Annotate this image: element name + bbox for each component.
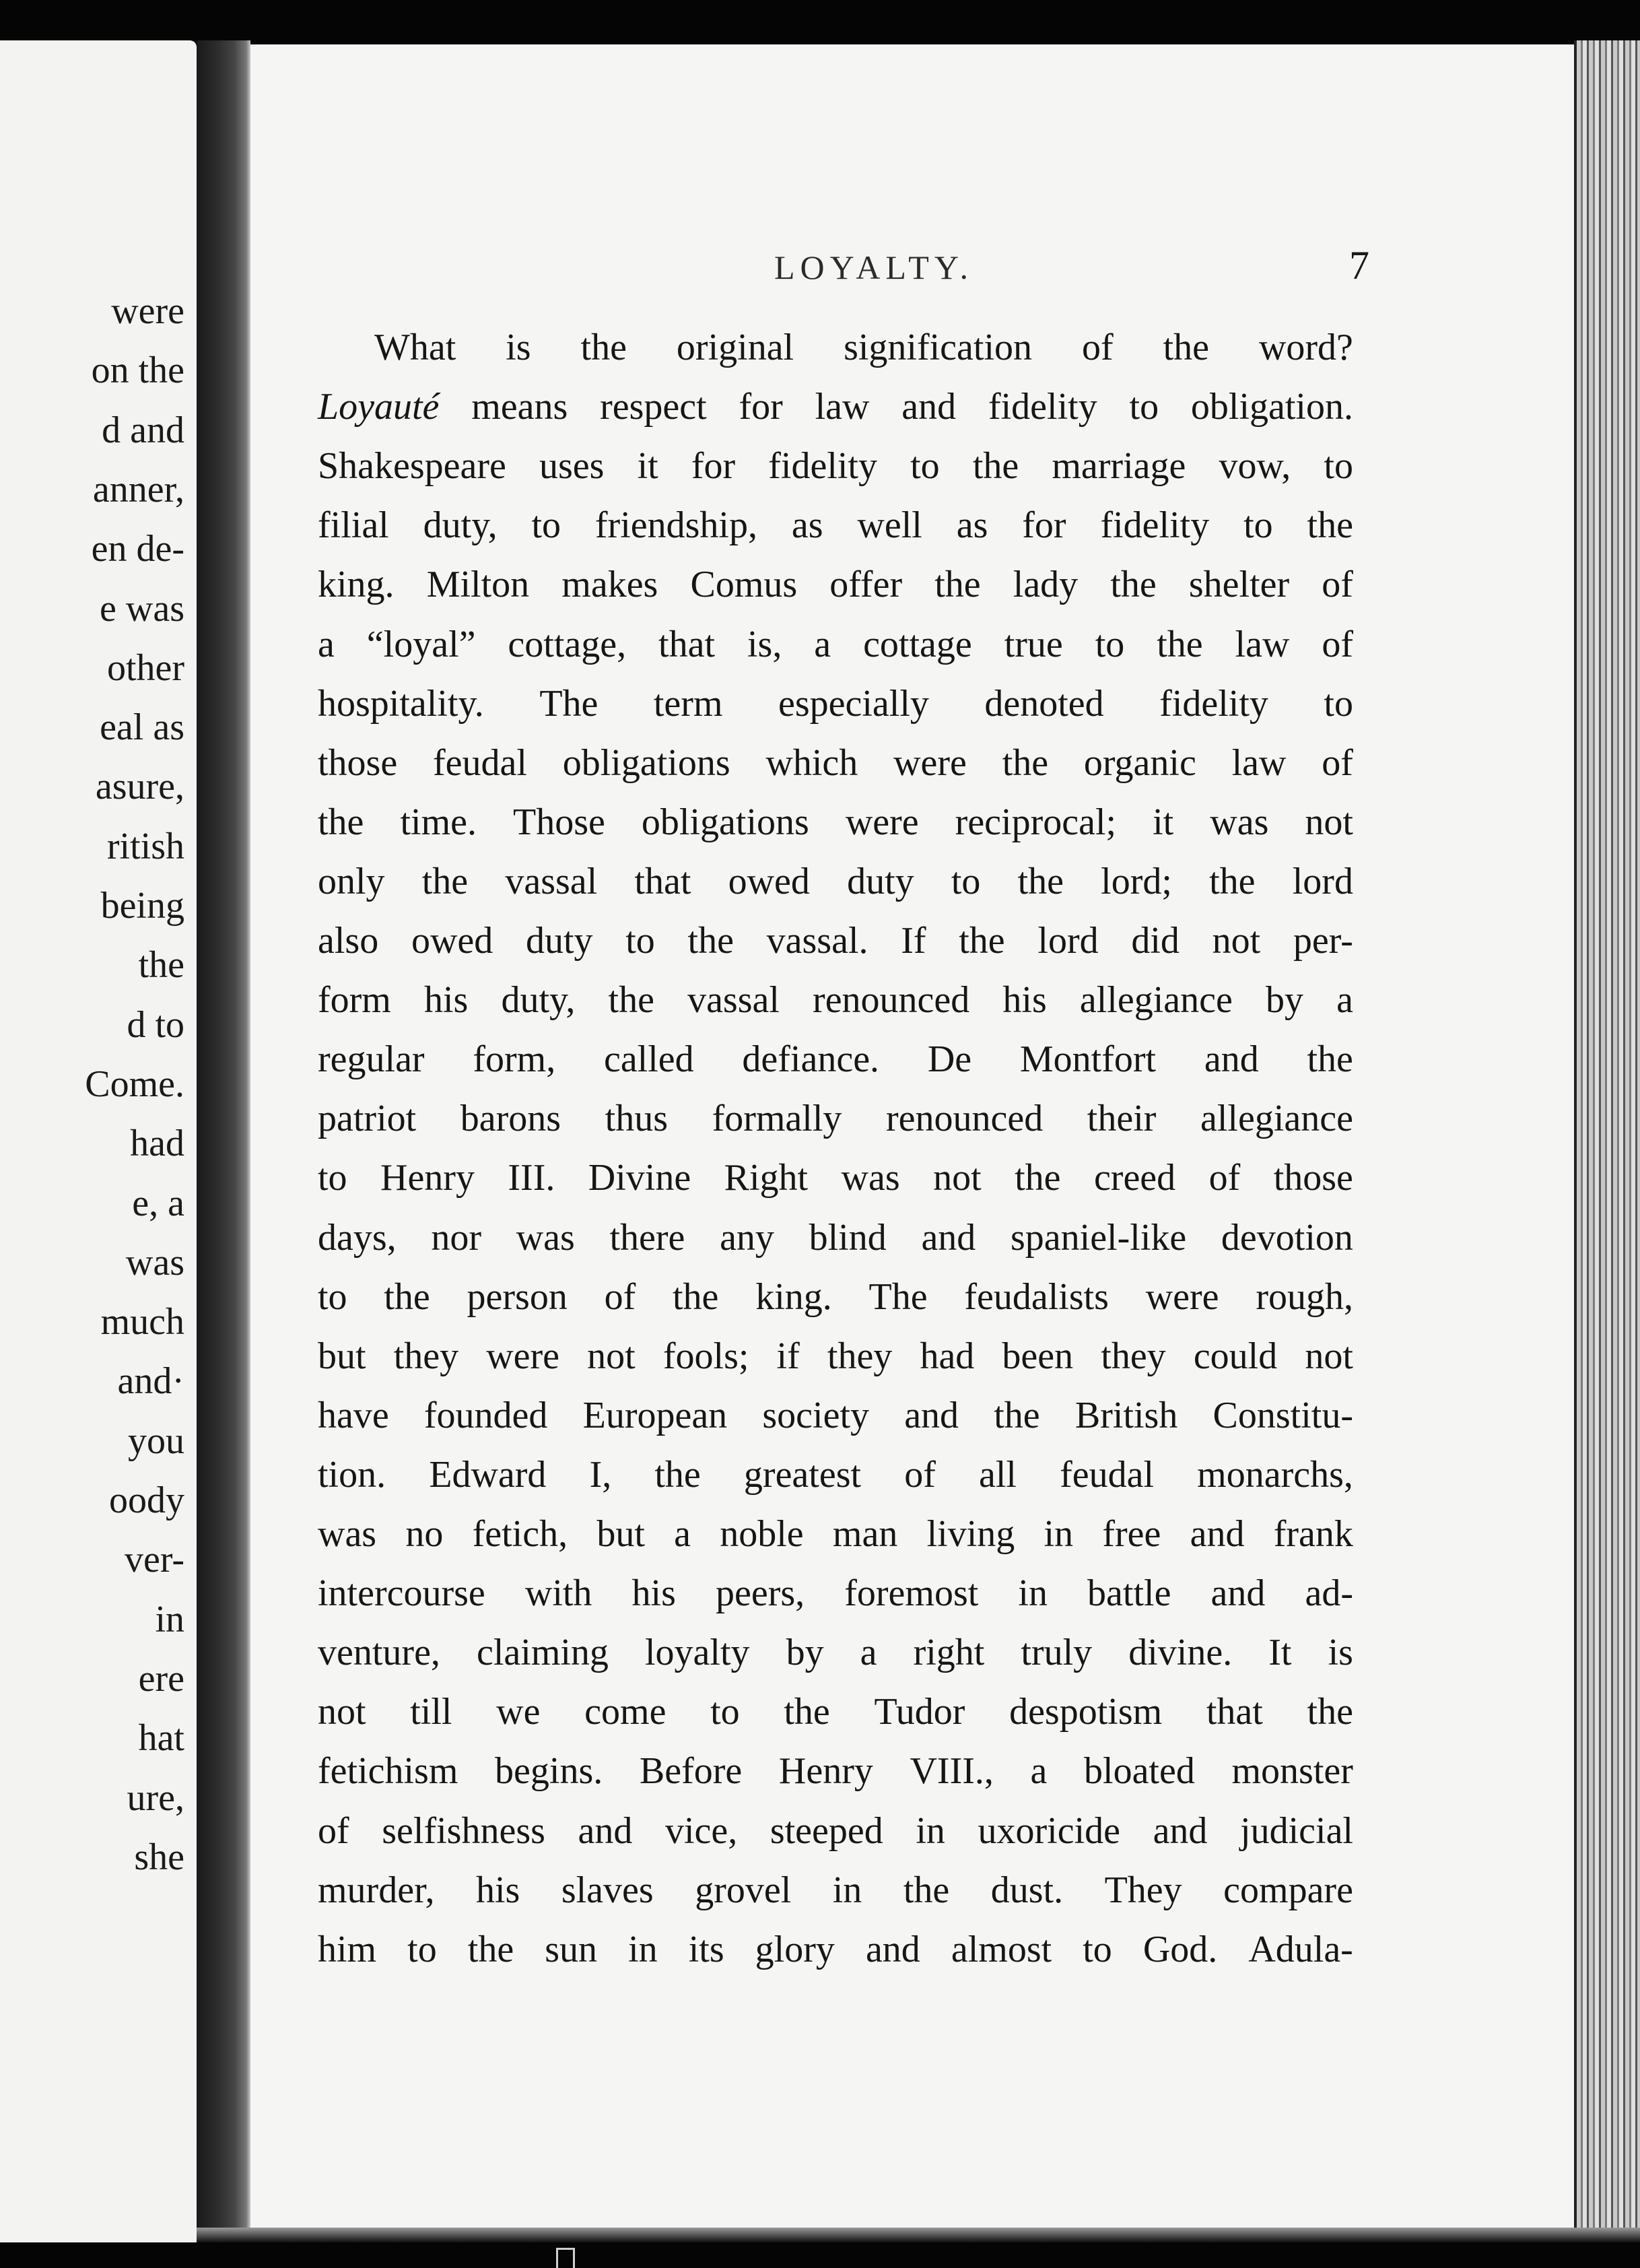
text-line: fetichism begins. Before Henry VIII., a bloated monster (318, 1750, 1353, 1793)
facing-page-line: was (125, 1241, 184, 1283)
text-line: the time. Those obligations were reciprocal; it was not (318, 801, 1353, 843)
text-line: murder, his slaves grovel in the dust. They compare (318, 1869, 1353, 1911)
text-line: have founded European society and the British Constitu- (318, 1394, 1353, 1436)
facing-page-line: d to (127, 1003, 184, 1046)
facing-page-line: were (111, 290, 184, 332)
facing-page-line: being (100, 885, 184, 927)
facing-page-line: e was (100, 587, 184, 630)
text-line: regular form, called defiance. De Montfort and the (318, 1038, 1353, 1081)
facing-page-line: on the (91, 349, 184, 392)
facing-page-line: you (128, 1420, 184, 1462)
facing-page-line: e, a (132, 1182, 184, 1224)
facing-page-line: en de- (91, 528, 184, 570)
facing-page-line: and· (117, 1360, 184, 1403)
text-line: a “loyal” cottage, that is, a cottage true to the law of (318, 623, 1353, 665)
facing-page-line: eal as (100, 706, 184, 749)
text-line: filial duty, to friendship, as well as for fidelity to the (318, 504, 1353, 547)
facing-page-line: she (134, 1836, 184, 1878)
facing-page-line: in (155, 1598, 184, 1640)
text-line: to the person of the king. The feudalists were rough, (318, 1275, 1353, 1318)
text-line: to Henry III. Divine Right was not the creed of those (318, 1157, 1353, 1199)
page-number: 7 (1349, 243, 1369, 288)
text-line: king. Milton makes Comus offer the lady the shelter of (318, 564, 1353, 606)
text-line: only the vassal that owed duty to the lord; the lord (318, 860, 1353, 902)
facing-page-line: anner, (92, 468, 184, 510)
facing-page-line: Come. (85, 1063, 184, 1105)
facing-page-line: hat (138, 1717, 184, 1760)
facing-page-line: ere (138, 1657, 184, 1700)
facing-page-line: oody (109, 1479, 184, 1521)
text-line: of selfishness and vice, steeped in uxoricide and judicial (318, 1809, 1353, 1852)
text-line: patriot barons thus formally renounced their allegiance (318, 1098, 1353, 1140)
text-line: venture, claiming loyalty by a right truly divine. It is (318, 1632, 1353, 1674)
text-line: form his duty, the vassal renounced his allegiance by a (318, 979, 1353, 1022)
text-line: Shakespeare uses it for fidelity to the marriage vow, to (318, 445, 1353, 488)
text-line: not till we come to the Tudor despotism that the (318, 1691, 1353, 1733)
facing-page-line: much (100, 1301, 184, 1343)
running-head: LOYALTY. (774, 248, 973, 286)
facing-page-line: the (138, 944, 184, 987)
facing-page-line: ure, (127, 1776, 184, 1819)
text-line: him to the sun in its glory and almost to God. Adula- (318, 1928, 1353, 1970)
text-line: What is the original signification of the word? (374, 327, 1353, 368)
text-line: those feudal obligations which were the organic law of (318, 741, 1353, 784)
text-line: intercourse with his peers, foremost in battle and ad- (318, 1572, 1353, 1615)
text-line: but they were not fools; if they had been they could not (318, 1335, 1353, 1377)
text-line: also owed duty to the vassal. If the lord did not per- (318, 920, 1353, 962)
facing-page-line: asure, (95, 766, 184, 808)
text-line: tion. Edward I, the greatest of all feudal monarchs, (318, 1453, 1353, 1496)
text-line: was no fetich, but a noble man living in free and frank (318, 1513, 1353, 1555)
facing-page-line: other (106, 646, 184, 689)
facing-page-line: had (130, 1123, 184, 1165)
text-line: hospitality. The term especially denoted fidelity to (318, 682, 1353, 725)
facing-page-line: ritish (106, 825, 184, 867)
text-line: Loyauté means respect for law and fidelity to obligation. (318, 386, 1353, 428)
facing-page-line: d and (102, 409, 184, 451)
scan-artifact (556, 2248, 575, 2268)
facing-page-line: ver- (124, 1539, 184, 1581)
text-line: days, nor was there any blind and spaniel-like devotion (318, 1216, 1353, 1259)
